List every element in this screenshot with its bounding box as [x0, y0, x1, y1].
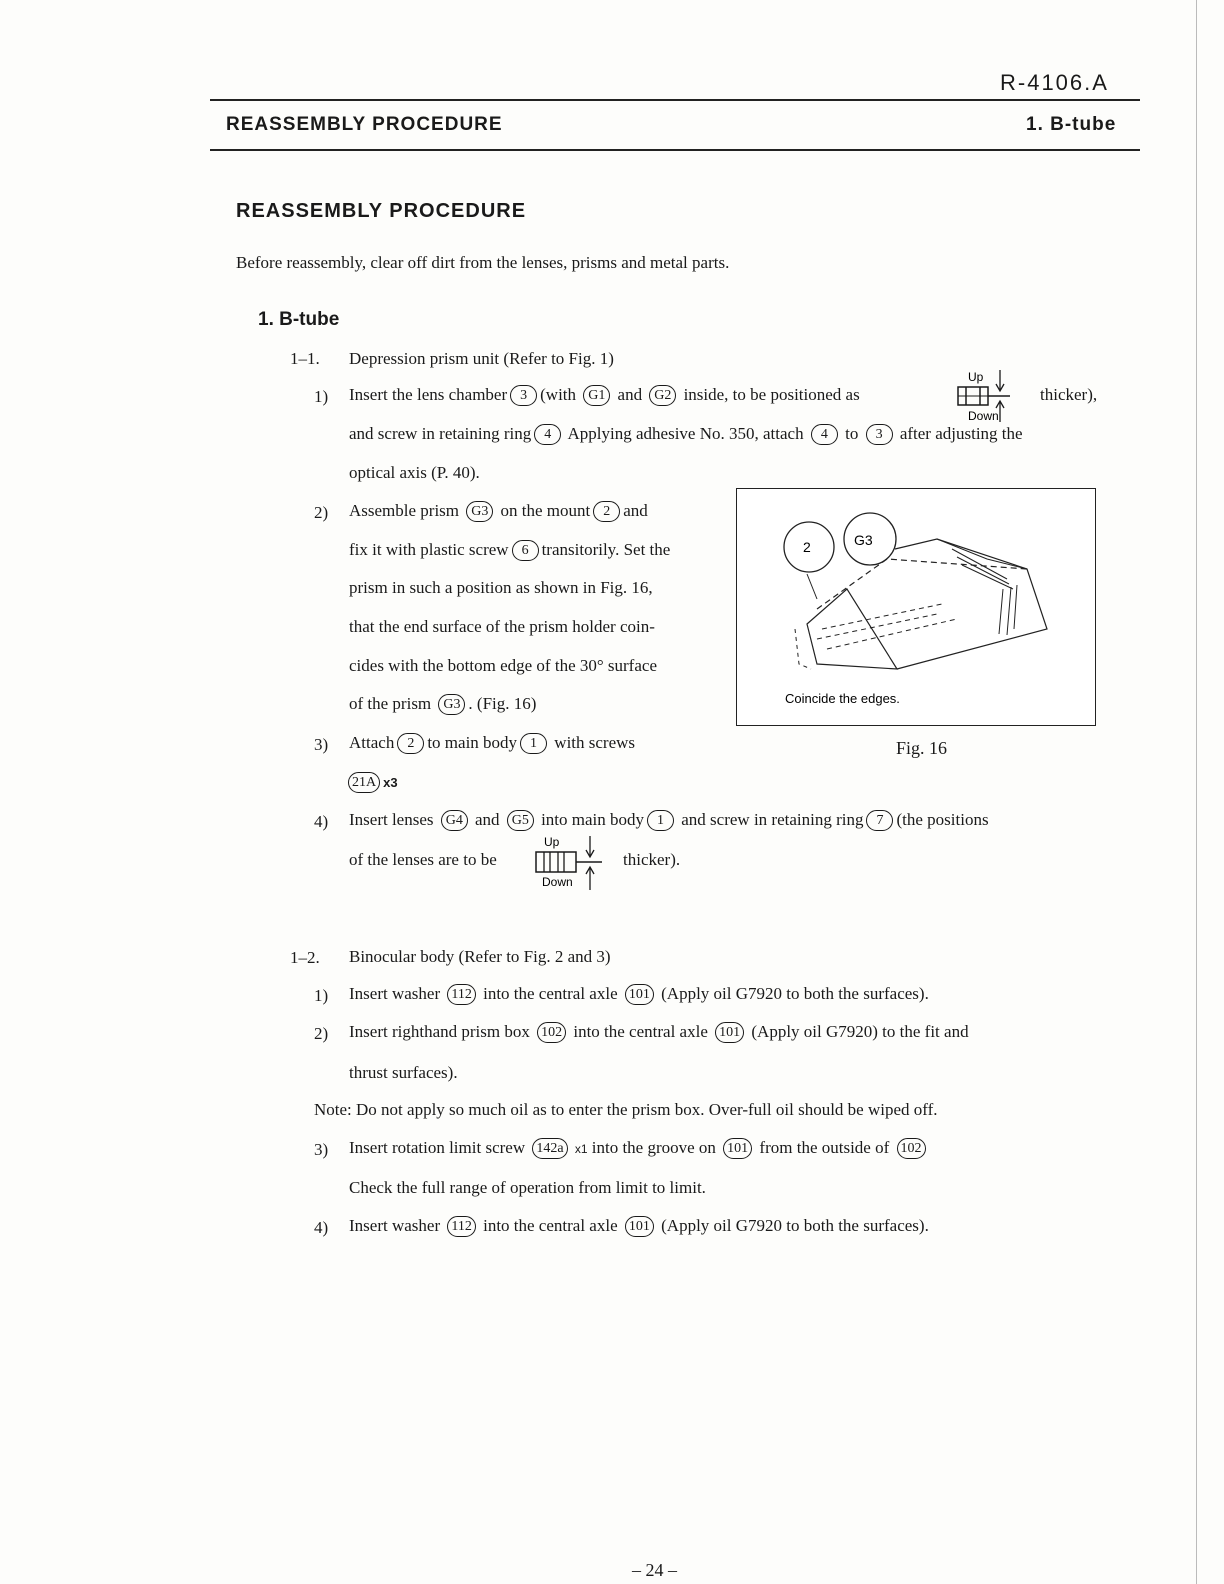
icon-up-label: Up: [968, 370, 984, 384]
part-callout: 21A: [348, 772, 380, 793]
item-number: 1): [314, 986, 329, 1005]
lens-orientation-icon: [956, 366, 1026, 426]
step-line: [345, 772, 398, 793]
step-line: Attach 2 to main body 1 with screws: [349, 733, 636, 752]
part-callout: G5: [507, 810, 534, 831]
part-callout: 4: [534, 424, 561, 445]
step-line: Insert the lens chamber 3 (with G1 and G2 inside, to be positioned as: [349, 385, 860, 404]
figure-inner-caption: Coincide the edges.: [785, 691, 900, 706]
header-right-title: 1. B-tube: [1026, 114, 1117, 135]
subsection-number: 1–1.: [290, 349, 320, 368]
subsection-heading: Depression prism unit (Refer to Fig. 1): [349, 349, 614, 368]
header-left-title: REASSEMBLY PROCEDURE: [226, 114, 503, 135]
item-number: 3): [314, 735, 329, 754]
step-line: Insert washer 112 into the central axle 101 (Apply oil G7920 to both the surfaces).: [349, 984, 929, 1003]
part-callout: 6: [512, 540, 539, 561]
subsection-heading: Binocular body (Refer to Fig. 2 and 3): [349, 947, 611, 966]
step-line: Insert washer 112 into the central axle 101 (Apply oil G7920 to both the surfaces).: [349, 1216, 929, 1235]
icon-down-label: Down: [968, 409, 999, 423]
part-callout: 101: [723, 1138, 752, 1159]
part-callout: 3: [866, 424, 893, 445]
step-line: Insert rotation limit screw 142a x1 into the groove on 101 from the outside of 102: [349, 1138, 929, 1159]
quantity-label: x3: [383, 775, 398, 790]
item-number: 2): [314, 1024, 329, 1043]
part-callout: 7: [866, 810, 893, 831]
part-callout: 112: [447, 1216, 475, 1237]
item-number: 1): [314, 387, 329, 406]
step-line: cides with the bottom edge of the 30° surface: [349, 656, 657, 675]
intro-text: Before reassembly, clear off dirt from the lenses, prisms and metal parts.: [236, 253, 730, 272]
part-callout: 1: [647, 810, 674, 831]
item-number: 2): [314, 503, 329, 522]
figure-label-2: 2: [803, 539, 811, 555]
step-line-end: thicker).: [623, 850, 681, 869]
part-callout: 2: [593, 501, 620, 522]
scan-edge: [1196, 0, 1197, 1584]
step-line: fix it with plastic screw 6 transitorily. Set the: [349, 540, 671, 559]
header-rule-top: [210, 99, 1140, 101]
quantity-label: x1: [574, 1142, 588, 1156]
step-line: that the end surface of the prism holder coin-: [349, 617, 655, 636]
document-number: R-4106.A: [1000, 70, 1109, 95]
step-line: of the prism G3 . (Fig. 16): [349, 694, 537, 713]
step-line: Insert lenses G4 and G5 into main body 1 and screw in retaining ring 7 (the positions: [349, 810, 989, 829]
step-line: prism in such a position as shown in Fig. 16,: [349, 578, 653, 597]
step-line: of the lenses are to be: [349, 850, 497, 869]
step-line: Insert righthand prism box 102 into the central axle 101 (Apply oil G7920) to the fit and: [349, 1022, 969, 1041]
step-line: optical axis (P. 40).: [349, 463, 480, 482]
page-number: – 24 –: [632, 1560, 677, 1580]
part-callout: 1: [520, 733, 547, 754]
icon-down-label: Down: [542, 875, 573, 889]
part-callout: 101: [715, 1022, 744, 1043]
note-text: Note: Do not apply so much oil as to enter the prism box. Over-full oil should be wiped off.: [314, 1100, 938, 1119]
part-callout: 102: [897, 1138, 926, 1159]
icon-up-label: Up: [544, 835, 560, 849]
part-callout: G3: [438, 694, 465, 715]
lens-orientation-svg: [530, 832, 610, 892]
part-callout: 4: [811, 424, 838, 445]
step-line-end: thicker),: [1040, 385, 1098, 404]
part-callout: G2: [649, 385, 676, 406]
part-callout: 101: [625, 1216, 654, 1237]
part-callout: 142a: [532, 1138, 567, 1159]
prism-diagram: [737, 489, 1095, 725]
lens-orientation-svg: [956, 366, 1026, 426]
step-line: thrust surfaces).: [349, 1063, 458, 1082]
figure-caption: Fig. 16: [896, 738, 948, 758]
step-line: and screw in retaining ring 4 Applying adhesive No. 350, attach 4 to 3 after adjusting the: [349, 424, 1023, 443]
part-callout: G1: [583, 385, 610, 406]
item-number: 4): [314, 812, 329, 831]
step-line: Assemble prism G3 on the mount 2 and: [349, 501, 648, 520]
part-callout: 101: [625, 984, 654, 1005]
item-number: 3): [314, 1140, 329, 1159]
figure-16: [736, 488, 1096, 726]
part-callout: 102: [537, 1022, 566, 1043]
part-callout: 3: [510, 385, 537, 406]
subsection-number: 1–2.: [290, 948, 320, 967]
part-callout: 2: [397, 733, 424, 754]
part-callout: G3: [466, 501, 493, 522]
lens-orientation-icon: [530, 832, 610, 892]
step-line: Check the full range of operation from limit to limit.: [349, 1178, 706, 1197]
header-rule-bottom: [210, 149, 1140, 151]
page-title: REASSEMBLY PROCEDURE: [236, 200, 527, 222]
section-heading: 1. B-tube: [258, 309, 340, 330]
part-callout: 112: [447, 984, 475, 1005]
part-callout: G4: [441, 810, 468, 831]
item-number: 4): [314, 1218, 329, 1237]
figure-label-g3: G3: [854, 532, 873, 548]
